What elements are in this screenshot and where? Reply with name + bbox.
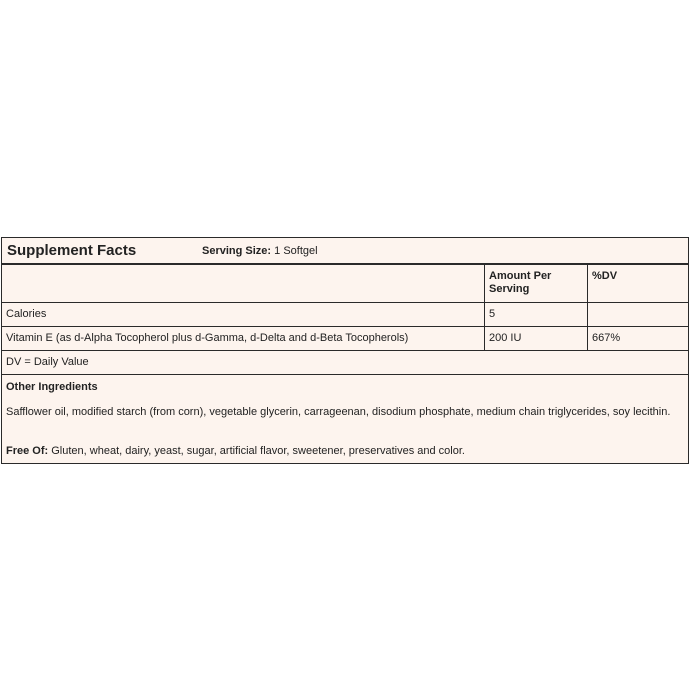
table-row <box>2 303 688 327</box>
column-header-amount: Amount Per Serving <box>484 265 587 302</box>
nutrient-name: Vitamin E (as d-Alpha Tocopherol plus d-Gamma, d-Delta and d-Beta Tocopherols) <box>6 332 409 344</box>
serving-size <box>202 245 318 257</box>
table-row <box>2 327 688 351</box>
facts-header <box>2 238 688 265</box>
other-ingredients-text: Safflower oil, modified starch (from corn), vegetable glycerin, carrageenan, disodium phosphate, medium chain triglycerides, soy lecithin. <box>6 406 671 418</box>
free-of-line <box>6 444 684 458</box>
supplement-facts-panel <box>1 237 689 464</box>
serving-size-value: 1 Softgel <box>274 245 318 257</box>
column-header-name <box>2 265 484 302</box>
nutrient-dv <box>587 303 688 326</box>
serving-size-label: Serving Size: <box>202 245 272 257</box>
free-of-text: Gluten, wheat, dairy, yeast, sugar, artificial flavor, sweetener, preservatives and color. <box>51 445 465 457</box>
other-ingredients-heading: Other Ingredients <box>6 381 98 393</box>
nutrient-amount: 200 IU <box>484 327 587 350</box>
facts-title: Supplement Facts <box>7 242 137 259</box>
free-of-label: Free Of: <box>6 445 49 457</box>
dv-note: DV = Daily Value <box>6 356 89 368</box>
column-header-row <box>2 265 688 303</box>
nutrient-name: Calories <box>6 308 47 320</box>
nutrient-dv: 667% <box>587 327 688 350</box>
dv-note-row <box>2 351 688 375</box>
column-header-dv: %DV <box>587 265 688 302</box>
nutrient-amount: 5 <box>484 303 587 326</box>
